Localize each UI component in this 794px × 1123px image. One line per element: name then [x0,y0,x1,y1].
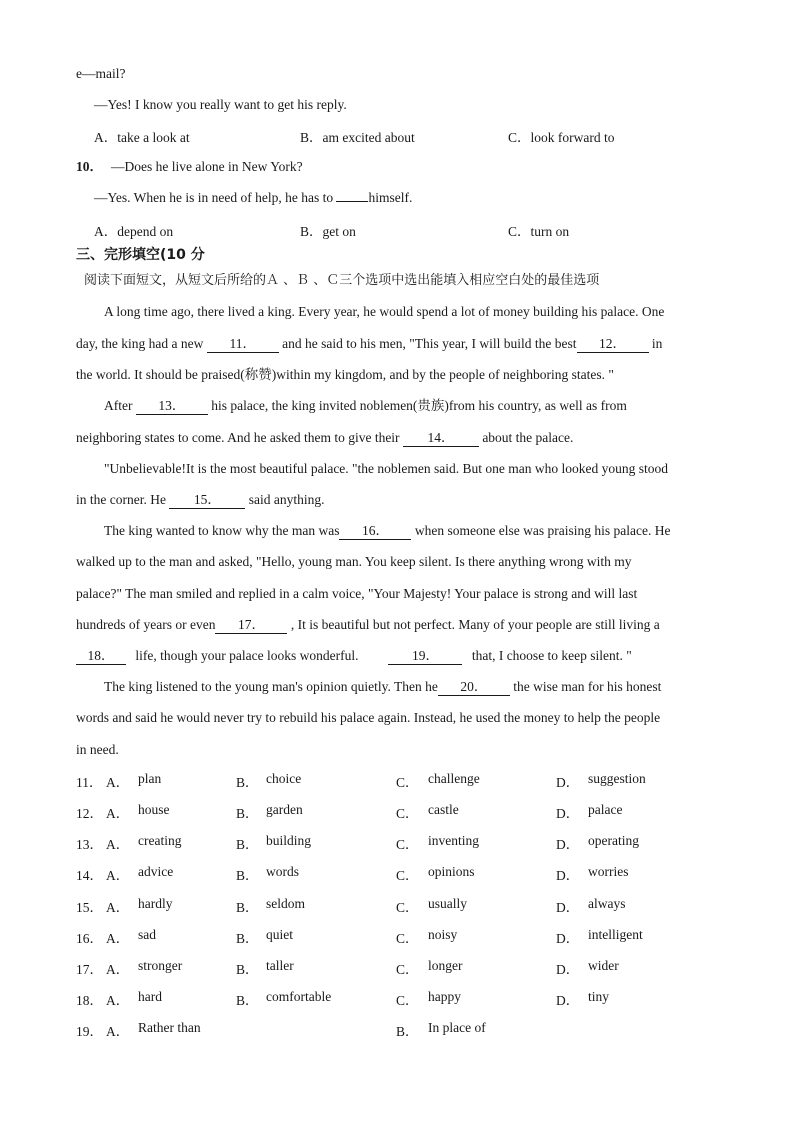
q10-blank[interactable] [336,201,368,202]
option-c[interactable]: inventing [428,833,479,848]
question-number: 19． [76,1024,103,1039]
option-label: C． [396,806,419,821]
option-label: D． [556,806,580,821]
option-d[interactable]: always [588,896,626,911]
passage-line: words and said he would never try to rebuild his palace again. Instead, he used the money to help the people [76,710,661,725]
option-b[interactable]: taller [266,958,294,973]
option-label: A． [106,806,130,821]
question-number: 13． [76,837,103,852]
option-label: D． [556,900,580,915]
q9-reply: —Yes! I know you really want to get his reply. [94,97,347,112]
q10-reply-text: —Yes. When he is in need of help, he has to [94,190,337,205]
option-a[interactable]: plan [138,771,162,786]
passage-text: , It is beautiful but not perfect. Many of your people are still living a [287,617,660,632]
option-label: D． [556,775,580,790]
option-label: A． [106,775,130,790]
passage-text: when someone else was praising his palace. He [411,523,671,538]
option-label: C． [396,931,419,946]
question-row-19 [76,1020,718,1040]
passage-text: neighboring states to come. And he asked them to give their [76,430,403,445]
option-label: D． [556,993,580,1008]
question-number: 11． [76,775,103,790]
option-a[interactable]: hardly [138,896,173,911]
option-d[interactable]: wider [588,958,619,973]
option-label: A． [106,1024,130,1039]
passage-text: said anything. [245,492,325,507]
passage-line [76,334,718,354]
passage-text: The king wanted to know why the man was [104,523,340,538]
option-label: C． [396,900,419,915]
q10-reply-end: himself. [368,190,413,205]
option-a[interactable]: Rather than [138,1020,201,1035]
option-label: B． [236,931,259,946]
q10-option-b[interactable]: B．get on [300,224,356,239]
option-c[interactable]: challenge [428,771,480,786]
blank-12[interactable]: 12． [577,336,649,353]
passage-text: in the corner. He [76,492,170,507]
q9-continuation: e—mail? [76,66,126,81]
option-b[interactable]: comfortable [266,989,332,1004]
option-label: D． [556,931,580,946]
passage-line [104,396,746,416]
option-d[interactable]: intelligent [588,927,643,942]
passage-line: in need. [76,742,119,757]
blank-20[interactable]: 20． [438,679,510,696]
blank-19[interactable]: 19． [388,648,462,665]
section-instruction: 阅读下面短文，从短文后所给的Ａ 、Ｂ 、Ｃ三个选项中选出能填入相应空白处的最佳选项 [84,273,600,288]
question-row-17 [76,958,718,978]
option-b[interactable]: words [266,864,299,879]
option-c[interactable]: happy [428,989,461,1004]
option-label: C． [396,993,419,1008]
option-label: A． [106,931,130,946]
question-row-15 [76,896,718,916]
option-label: B． [236,868,259,883]
passage-text: and he said to his men, "This year, I will build the best [278,336,577,351]
option-label: D． [556,962,580,977]
passage-line [76,646,718,666]
passage-text: The king listened to the young man's opinion quietly. Then he [104,679,438,694]
option-label: D． [556,868,580,883]
option-b[interactable]: In place of [428,1020,486,1035]
option-a[interactable]: creating [138,833,182,848]
option-d[interactable]: tiny [588,989,610,1004]
blank-13[interactable]: 13． [136,398,208,415]
question-number: 15． [76,900,103,915]
option-b[interactable]: choice [266,771,302,786]
passage-text: his palace, the king invited noblemen(贵族)from his country, as well as from [207,398,627,413]
option-d[interactable]: worries [588,864,629,879]
question-number: 18． [76,993,103,1008]
option-a[interactable]: advice [138,864,174,879]
option-label: D． [556,837,580,852]
option-d[interactable]: operating [588,833,639,848]
q10-option-a[interactable]: A．depend on [94,224,174,239]
q9-option-b[interactable]: B．am excited about [300,130,415,145]
question-number: 16． [76,931,103,946]
option-label: C． [396,775,419,790]
passage-line: walked up to the man and asked, "Hello, young man. You keep silent. Is there anything wrong with my [76,554,632,569]
passage-text: in [648,336,663,351]
option-b[interactable]: quiet [266,927,293,942]
option-label: B． [236,900,259,915]
passage-text: the wise man for his honest [509,679,662,694]
passage-text: After [104,398,136,413]
passage-line: the world. It should be praised(称赞)within my kingdom, and by the people of neighboring states. " [76,367,614,382]
option-label: A． [106,962,130,977]
blank-16[interactable]: 16． [339,523,411,540]
blank-18[interactable]: 18． [76,648,126,665]
option-label: A． [106,837,130,852]
option-d[interactable]: palace [588,802,623,817]
question-row-14 [76,864,718,884]
question-row-13 [76,833,718,853]
option-a[interactable]: stronger [138,958,183,973]
option-label: B． [396,1024,419,1039]
option-b[interactable]: garden [266,802,303,817]
option-label: B． [236,775,259,790]
option-label: B． [236,837,259,852]
passage-line [104,677,746,697]
passage-line: "Unbelievable!It is the most beautiful palace. "the noblemen said. But one man who looked young stood [104,461,669,476]
passage-line [76,615,718,635]
passage-text: about the palace. [478,430,574,445]
option-label: B． [236,806,259,821]
option-a[interactable]: house [138,802,170,817]
option-b[interactable]: seldom [266,896,305,911]
question-row-18 [76,989,718,1009]
option-a[interactable]: hard [138,989,162,1004]
option-c[interactable]: noisy [428,927,458,942]
passage-line: palace?" The man smiled and replied in a calm voice, "Your Majesty! Your palace is strong and will last [76,586,638,601]
option-c[interactable]: opinions [428,864,475,879]
passage-line [104,521,746,541]
passage-line: A long time ago, there lived a king. Every year, he would spend a lot of money building his palace. One [104,304,665,319]
blank-14[interactable]: 14． [403,430,479,447]
blank-11[interactable]: 11． [207,336,279,353]
question-row-16 [76,927,718,947]
option-b[interactable]: building [266,833,312,848]
option-d[interactable]: suggestion [588,771,646,786]
question-row-11 [76,771,718,791]
option-c[interactable]: usually [428,896,467,911]
blank-15[interactable]: 15． [169,492,245,509]
q10-question [76,157,718,177]
q10-option-c[interactable]: C．turn on [508,224,570,239]
question-number: 12． [76,806,103,821]
option-label: C． [396,962,419,977]
q9-option-c[interactable]: C．look forward to [508,130,615,145]
question-number: 14． [76,868,103,883]
question-number: 17． [76,962,103,977]
passage-text: life, though your palace looks wonderful. [132,648,359,663]
question-row-12 [76,802,718,822]
option-label: C． [396,837,419,852]
option-label: B． [236,962,259,977]
option-label: A． [106,868,130,883]
option-label: A． [106,900,130,915]
q10-number: 10． [76,159,103,174]
option-c[interactable]: castle [428,802,459,817]
passage-text: that, I choose to keep silent. " [468,648,632,663]
passage-line [76,428,718,448]
passage-text: day, the king had a new [76,336,207,351]
q9-option-a[interactable]: A．take a look at [94,130,190,145]
option-label: A． [106,993,130,1008]
q10-reply [94,188,736,208]
option-c[interactable]: longer [428,958,463,973]
option-label: C． [396,868,419,883]
section-title: 三、完形填空(10 分 [76,247,205,263]
passage-text: hundreds of years or even [76,617,216,632]
blank-17[interactable]: 17． [215,617,287,634]
option-label: B． [236,993,259,1008]
passage-line [76,490,718,510]
q10-text: —Does he live alone in New York? [111,159,303,174]
option-a[interactable]: sad [138,927,156,942]
